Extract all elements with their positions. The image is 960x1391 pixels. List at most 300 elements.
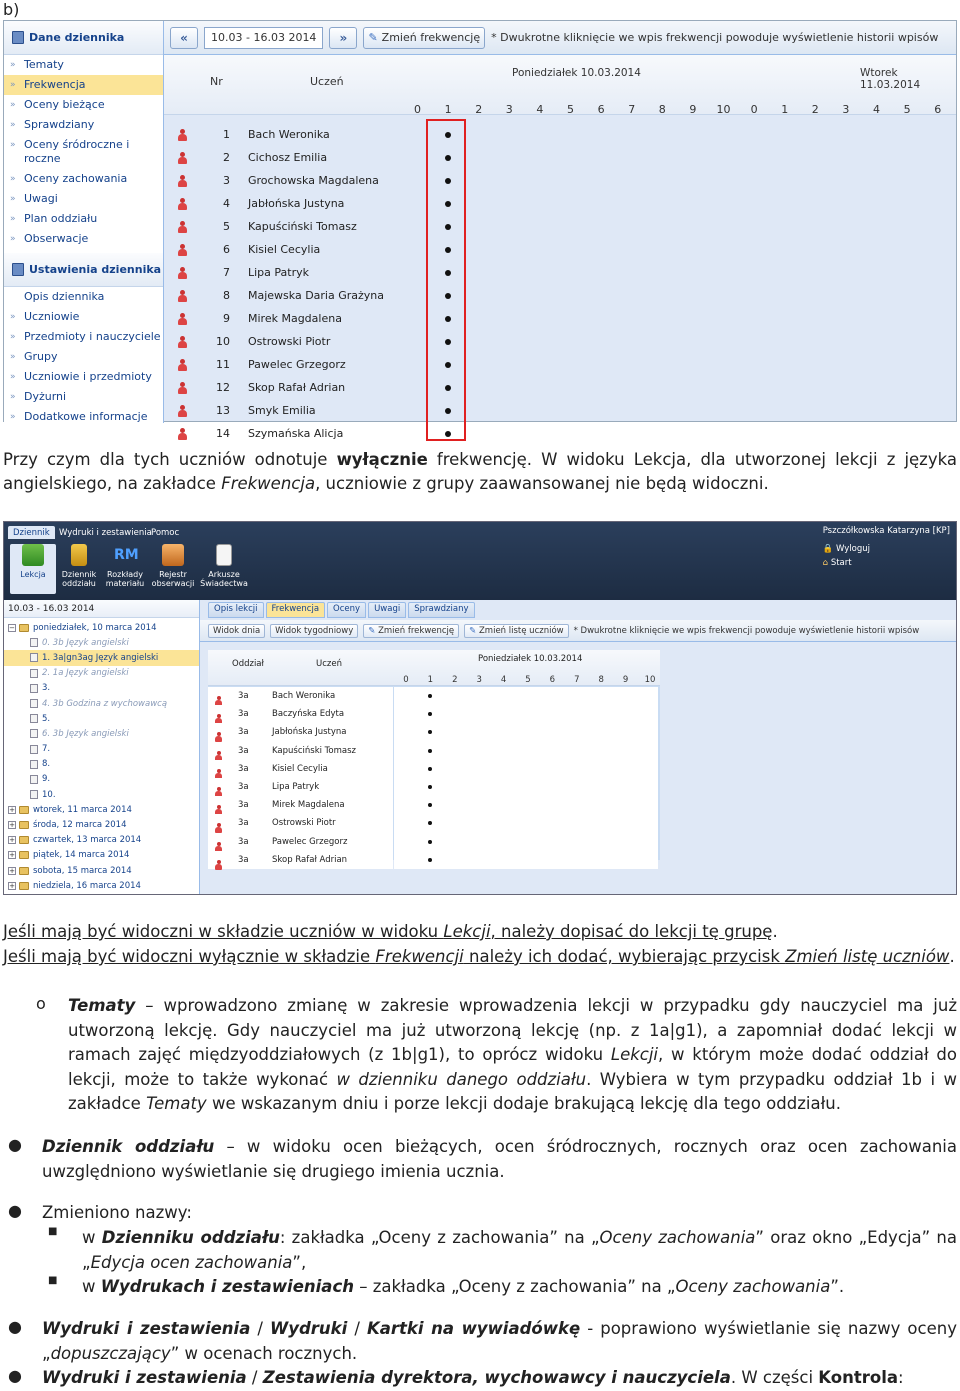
hour-label: 1 (444, 103, 452, 116)
tree-node[interactable] (4, 696, 199, 711)
chevron-icon: » (10, 392, 16, 402)
day-label: Poniedziałek 10.03.2014 (478, 654, 583, 664)
tree-node[interactable] (4, 711, 199, 726)
sidebar-item[interactable] (4, 115, 163, 135)
lesson-icon (30, 760, 38, 769)
table-row[interactable] (208, 851, 393, 869)
avatar-icon (177, 313, 188, 325)
student-name: Bach Weronika (272, 691, 336, 702)
student-name: Lipa Patryk (248, 266, 309, 279)
attendance-screenshot (3, 20, 957, 440)
expand-icon[interactable]: + (9, 881, 15, 890)
lesson-tab[interactable]: Oceny (327, 602, 366, 618)
user-name: Pszczółkowska Katarzyna [KP] (822, 526, 950, 536)
student-name: Pawelec Grzegorz (248, 358, 346, 371)
hour-label: 2 (452, 675, 458, 685)
attendance-cell[interactable] (394, 723, 658, 741)
settings-item[interactable] (4, 407, 163, 427)
tree-date-range: 10.03 - 16.03 2014 (4, 600, 199, 618)
tree-node[interactable] (4, 802, 199, 817)
tree-node[interactable] (4, 772, 199, 787)
ribbon-tab[interactable]: Pomoc (151, 527, 180, 538)
lesson-screenshot (3, 521, 957, 895)
student-name: Kisiel Cecylia (272, 763, 328, 774)
hour-label: 0 (750, 103, 758, 116)
tree-node-label: 10. (42, 789, 56, 800)
week-view-button[interactable]: Widok tygodniowy (270, 624, 358, 638)
settings-item-label: Opis dziennika (24, 290, 105, 303)
expand-icon[interactable]: + (9, 851, 15, 860)
settings-title: Ustawienia dziennika (29, 263, 162, 276)
bullet-marker: ● (8, 1135, 22, 1154)
student-icon (176, 359, 188, 371)
chevron-icon: » (10, 234, 16, 244)
class-cell: 3a (238, 782, 249, 793)
folder-icon (19, 624, 29, 632)
avatar-icon (177, 267, 188, 279)
sidebar-item[interactable] (4, 229, 163, 249)
tree-node-label: 7. (42, 744, 51, 755)
collapse-icon[interactable]: − (9, 623, 15, 632)
pencil-icon: ✎ (469, 625, 479, 636)
lesson-main (200, 600, 956, 894)
hour-label: 5 (903, 103, 911, 116)
student-icon (176, 290, 188, 302)
tree-node-label: wtorek, 11 marca 2014 (33, 804, 132, 815)
attendance-cell[interactable] (394, 760, 658, 778)
avatar-icon (177, 428, 188, 440)
tree-node-label: niedziela, 16 marca 2014 (33, 880, 141, 891)
home-icon: ⌂ (822, 558, 829, 568)
sub-item-tematy: Tematy – wprowadzono zmianę w zakresie wprowadzenia lekcji w przypadku gdy nauczyciel ma już utworzoną lekcję. Gdy nauczyciel ma już utworzoną lekcję (np. z 1a|g1), a zapomniał dodać lekcji w ramach zajęć międzyoddziałowych (z 1b|g1), to oprócz widoku Lekcji, w którym może dodać oddział do lekcji, może to także wykonać w dzienniku danego oddziału. Wybiera w tym przypadku oddział 1b i w zakładce Tematy we wskazanym dniu i porze lekcji dodaje brakującą lekcję dla tego oddziału. (68, 996, 957, 1113)
table-row[interactable] (164, 238, 400, 261)
class-cell: 3a (238, 800, 249, 811)
sidebar-item[interactable] (4, 169, 163, 189)
table-row[interactable] (164, 169, 400, 192)
tree-node[interactable] (4, 787, 199, 802)
chevron-icon: » (10, 100, 16, 110)
student-icon (176, 198, 188, 210)
sidebar-item-label: Uwagi (24, 192, 58, 205)
hour-label: 10 (716, 103, 731, 116)
row-number: 5 (223, 220, 230, 233)
student-name: Skop Rafał Adrian (272, 854, 348, 865)
row-number: 9 (223, 312, 230, 325)
lesson-icon (30, 775, 38, 784)
avatar-icon (177, 175, 188, 187)
student-name: Grochowska Magdalena (248, 174, 379, 187)
table-row[interactable] (164, 215, 400, 238)
sidebar-item-label: Plan oddziału (24, 212, 98, 225)
folder-icon (19, 882, 29, 890)
tree-node-label: środa, 12 marca 2014 (33, 820, 127, 831)
student-name: Ostrowski Piotr (248, 335, 331, 348)
attendance-cell[interactable] (394, 687, 658, 705)
table-row[interactable] (164, 376, 400, 399)
tree-node[interactable] (4, 848, 199, 863)
lesson-icon (22, 544, 44, 566)
col-class: Oddział (232, 659, 264, 669)
change-attendance-button[interactable]: ✎ Zmień frekwencję (363, 27, 485, 49)
hour-label: 9 (622, 675, 629, 685)
ribbon-tab[interactable]: Wydruki i zestawienia (59, 527, 152, 538)
table-row[interactable] (208, 760, 393, 778)
avatar-icon (177, 336, 188, 348)
student-name: Kapuściński Tomasz (272, 745, 357, 756)
table-row[interactable] (208, 687, 393, 705)
journal-icon (12, 31, 24, 44)
sidebar-item[interactable] (4, 135, 163, 169)
table-row[interactable] (208, 723, 393, 741)
avatar-icon (177, 129, 188, 141)
student-icon (176, 405, 188, 417)
certificate-icon (216, 544, 232, 566)
day1-label: Poniedziałek 10.03.2014 (512, 67, 641, 79)
folder-icon (19, 836, 29, 844)
folder-icon (19, 821, 29, 829)
tree-node[interactable] (4, 817, 199, 832)
change-student-list-button[interactable]: ✎ Zmień listę uczniów (464, 624, 568, 638)
settings-item[interactable] (4, 347, 163, 367)
row-number: 3 (223, 174, 230, 187)
table-row[interactable] (164, 422, 400, 445)
expand-icon[interactable]: + (9, 836, 15, 845)
hour-label: 5 (525, 675, 531, 685)
sidebar-item-label: Sprawdziany (24, 118, 95, 131)
avatar-icon (177, 359, 188, 371)
tree-node[interactable] (4, 757, 199, 772)
observation-icon (162, 544, 184, 566)
avatar-icon (177, 221, 188, 233)
lock-icon: 🔒 (822, 544, 834, 554)
expand-icon[interactable]: + (9, 805, 15, 814)
class-cell: 3a (238, 818, 249, 829)
student-icon (176, 313, 188, 325)
tree-node-label: 1. 3a|gn3ag Język angielski (42, 652, 159, 663)
hour-label: 9 (689, 103, 697, 116)
tree-node[interactable] (4, 878, 199, 893)
hour-label: 3 (842, 103, 850, 116)
bullet-statements: Wydruki i zestawienia / Zestawienia dyrektora, wychowawcy i nauczyciela. W części Kontrola: (42, 1368, 904, 1387)
chevron-icon: » (10, 80, 16, 90)
hour-label: 3 (476, 675, 482, 685)
sidebar-item[interactable] (4, 75, 163, 95)
table-row[interactable] (164, 330, 400, 353)
settings-item-label: Grupy (24, 350, 58, 363)
tree-node-label: sobota, 15 marca 2014 (33, 865, 132, 876)
avatar-icon (177, 152, 188, 164)
student-icon (176, 152, 188, 164)
table-row[interactable] (164, 399, 400, 422)
tree-node-label: 3. (42, 683, 51, 694)
ribbon-tab[interactable]: Dziennik (8, 526, 55, 539)
settings-header (4, 253, 163, 287)
ribbon-certificates-button[interactable]: Arkusze Świadectwa (200, 544, 248, 588)
student-name: Ostrowski Piotr (272, 818, 336, 829)
attendance-cell[interactable] (394, 851, 658, 869)
book-icon (71, 544, 87, 566)
hour-label: 4 (873, 103, 880, 116)
class-cell: 3a (238, 709, 249, 720)
hour-label: 0 (403, 675, 409, 685)
table-row[interactable] (164, 307, 400, 330)
tree-node-label: czwartek, 13 marca 2014 (33, 835, 142, 846)
ribbon-material-plan-button[interactable]: RM Rozkłady materiału (102, 544, 148, 588)
settings-item-label: Uczniowie i przedmioty (24, 370, 152, 383)
table-row[interactable] (208, 814, 393, 832)
table-row[interactable] (164, 146, 400, 169)
student-name: Lipa Patryk (272, 782, 320, 793)
toolbar (164, 21, 956, 55)
sidebar-item-label: Tematy (24, 58, 64, 71)
table-row[interactable] (208, 742, 393, 760)
settings-item[interactable] (4, 307, 163, 327)
settings-item[interactable] (4, 327, 163, 347)
student-icon (176, 428, 188, 440)
attendance-cell[interactable] (394, 778, 658, 796)
sidebar-item-label: Oceny bieżące (24, 98, 105, 111)
hour-label: 7 (628, 103, 636, 116)
ribbon-lesson-button[interactable]: Lekcja (10, 544, 56, 594)
lesson-tab[interactable]: Uwagi (368, 602, 406, 618)
lesson-icon (30, 729, 38, 738)
rename-item-1: w Dzienniku oddziału: zakładka „Oceny z zachowania” na „Oceny zachowania” oraz okno „Edycja” na „Edycja ocen zachowania”, (82, 1228, 957, 1272)
hour-label: 10 (644, 675, 656, 685)
hour-label: 6 (549, 675, 556, 685)
table-row[interactable] (164, 123, 400, 146)
bullet-printouts: Wydruki i zestawienia / Wydruki / Kartki na wywiadówkę - poprawiono wyświetlanie się nazwy oceny „dopuszczający” w ocenach rocznych. (42, 1319, 957, 1363)
sidebar-item-label: Oceny zachowania (24, 172, 128, 185)
class-cell: 3a (238, 691, 249, 702)
chevron-icon: » (10, 412, 16, 422)
ribbon-class-journal-button[interactable]: Dziennik oddziału (56, 544, 102, 588)
user-area (823, 526, 950, 568)
chevron-icon: » (10, 214, 16, 224)
attendance-grid (164, 55, 956, 440)
pencil-icon: ✎ (368, 31, 378, 44)
sidebar-item[interactable] (4, 189, 163, 209)
settings-item[interactable] (4, 387, 163, 407)
tree-node[interactable] (4, 620, 199, 635)
folder-icon (19, 867, 29, 875)
tree-node[interactable] (4, 635, 199, 650)
hour-label: 8 (598, 675, 604, 685)
student-name: Szymańska Alicja (248, 427, 344, 440)
settings-item[interactable] (4, 287, 163, 307)
lesson-toolbar (200, 620, 956, 642)
hour-label: 0 (414, 103, 421, 116)
line-1: Jeśli mają być widoczni w składzie uczniów w widoku Lekcji, należy dopisać do lekcji tę grupę. (3, 922, 778, 941)
student-icon (176, 382, 188, 394)
grid-header-students (164, 55, 400, 115)
lesson-attendance-grid (208, 650, 660, 865)
lesson-icon (30, 669, 38, 678)
row-number: 1 (223, 128, 230, 141)
hour-label: 4 (500, 675, 507, 685)
settings-item[interactable] (4, 367, 163, 387)
sub-item-marker: o (36, 994, 46, 1013)
tree-node[interactable] (4, 726, 199, 741)
table-row[interactable] (164, 353, 400, 376)
tree-node[interactable] (4, 863, 199, 878)
chevron-icon: » (10, 372, 16, 382)
next-week-button[interactable]: » (329, 27, 357, 49)
row-number: 8 (223, 289, 230, 302)
tree-node-label: poniedziałek, 10 marca 2014 (33, 622, 157, 633)
lesson-icon (30, 699, 38, 708)
bullet-marker: ● (8, 1366, 22, 1385)
folder-icon (19, 851, 29, 859)
hour-label: 7 (574, 675, 580, 685)
lesson-icon (30, 745, 38, 754)
chevron-icon: » (10, 60, 16, 70)
sidebar-item[interactable] (4, 55, 163, 75)
student-name: Jabłońska Justyna (248, 197, 345, 210)
tree-node-label: 2. 1a Język angielski (42, 668, 129, 679)
figure-label: b) (3, 0, 20, 19)
tree-node-label: 4. 3b Godzina z wychowawcą (42, 698, 168, 709)
toolbar-hint: * Dwukrotne kliknięcie we wpis frekwencji powoduje wyświetlenie historii wpisów (491, 31, 939, 44)
folder-icon (19, 806, 29, 814)
tree-node-label: piątek, 14 marca 2014 (33, 850, 130, 861)
bullet-renamed: Zmieniono nazwy: (42, 1203, 192, 1222)
class-cell: 3a (238, 745, 249, 756)
hour-label: 3 (505, 103, 513, 116)
row-number: 13 (216, 404, 230, 417)
sidebar (4, 21, 164, 423)
chevron-icon: » (10, 120, 16, 130)
tree-node[interactable] (4, 681, 199, 696)
student-name: Majewska Daria Grażyna (248, 289, 385, 302)
hour-label: 5 (567, 103, 574, 116)
row-number: 14 (216, 427, 230, 440)
attendance-cell[interactable] (394, 833, 658, 851)
avatar-icon (177, 290, 188, 302)
student-icon (176, 221, 188, 233)
ribbon-observation-button[interactable]: Rejestr obserwacji (150, 544, 196, 588)
student-name: Mirek Magdalena (248, 312, 342, 325)
settings-item-label: Uczniowie (24, 310, 80, 323)
bullet-marker: ● (8, 1317, 22, 1336)
lesson-icon (30, 653, 38, 662)
attendance-cell[interactable] (394, 705, 658, 723)
hour-label: 2 (475, 103, 483, 116)
class-cell: 3a (238, 727, 249, 738)
pencil-icon: ✎ (368, 625, 379, 636)
attendance-cell[interactable] (394, 796, 658, 814)
student-name: Pawelec Grzegorz (272, 836, 348, 847)
sidebar-item[interactable] (4, 95, 163, 115)
rm-icon: RM (114, 547, 139, 563)
table-row[interactable] (208, 778, 393, 796)
hour-label: 1 (427, 675, 434, 685)
student-icon (176, 244, 188, 256)
square-marker: ■ (48, 1275, 58, 1286)
bullet-class-journal: Dziennik oddziału – w widoku ocen bieżących, ocen śródrocznych, rocznych oraz ocen zachowania uwzględniono wyświetlanie się drugiego imienia ucznia. (42, 1137, 957, 1181)
tree-node-label: 0. 3b Język angielski (42, 637, 129, 648)
date-range: 10.03 - 16.03 2014 (204, 27, 323, 49)
settings-item-label: Dodatkowe informacje (24, 410, 148, 423)
tree-node[interactable] (4, 742, 199, 757)
tree-node[interactable] (4, 833, 199, 848)
tree-node-label: 6. 3b Język angielski (42, 728, 129, 739)
table-row[interactable] (208, 833, 393, 851)
sidebar-item[interactable] (4, 209, 163, 229)
col-student: Uczeń (316, 659, 342, 669)
sidebar-header (4, 21, 163, 55)
prev-week-button[interactable]: « (170, 27, 198, 49)
row-number: 12 (216, 381, 230, 394)
lesson-icon (30, 638, 38, 647)
lesson-tree-panel (4, 600, 200, 894)
student-name: Skop Rafał Adrian (248, 381, 346, 394)
student-name: Bach Weronika (248, 128, 330, 141)
logout-link[interactable]: 🔒 Wyloguj (822, 544, 870, 554)
lesson-tab[interactable]: Opis lekcji (208, 602, 264, 618)
table-row[interactable] (164, 261, 400, 284)
tree-node[interactable] (4, 666, 199, 681)
expand-icon[interactable]: + (9, 821, 15, 830)
class-cell: 3a (238, 854, 249, 865)
rename-item-2: w Wydrukach i zestawieniach – zakładka „Oceny z zachowania” na „Oceny zachowania”. (82, 1277, 845, 1296)
row-number: 7 (223, 266, 230, 279)
student-name: Kisiel Cecylia (248, 243, 321, 256)
hour-label: 6 (934, 103, 942, 116)
chevron-icon: » (10, 174, 16, 184)
start-link[interactable]: ⌂ Start (822, 558, 852, 568)
table-row[interactable] (208, 705, 393, 723)
class-cell: 3a (238, 836, 249, 847)
col-student: Uczeń (310, 75, 344, 88)
table-row[interactable] (208, 796, 393, 814)
table-row[interactable] (164, 284, 400, 307)
avatar-icon (177, 382, 188, 394)
settings-item-label: Dyżurni (24, 390, 67, 403)
avatar-icon (177, 198, 188, 210)
class-cell: 3a (238, 763, 249, 774)
student-name: Mirek Magdalena (272, 800, 345, 811)
line-2: Jeśli mają być widoczni wyłącznie w składzie Frekwencji należy ich dodać, wybierając przycisk Zmień listę uczniów. (3, 947, 955, 966)
change-attendance-button[interactable]: ✎ Zmień frekwencję (363, 624, 459, 638)
student-name: Cichosz Emilia (248, 151, 328, 164)
lesson-tab[interactable]: Sprawdziany (408, 602, 474, 618)
row-number: 10 (216, 335, 230, 348)
row-number: 6 (223, 243, 230, 256)
hour-label: 2 (811, 103, 819, 116)
lesson-icon (30, 790, 38, 799)
avatar-icon (177, 405, 188, 417)
chevron-icon: » (10, 194, 16, 204)
attendance-cell[interactable] (394, 742, 658, 760)
sidebar-item-label: Obserwacje (24, 232, 89, 245)
expand-icon[interactable]: + (9, 866, 15, 875)
lesson-tab[interactable]: Frekwencja (266, 602, 326, 618)
day-view-button[interactable]: Widok dnia (208, 624, 265, 638)
day2-label: Wtorek 11.03.2014 (860, 67, 921, 91)
hour-label: 1 (781, 103, 789, 116)
attendance-cell[interactable] (394, 814, 658, 832)
chevron-icon: » (10, 312, 16, 322)
tree-node[interactable] (4, 650, 199, 665)
paragraph-1: Przy czym dla tych uczniów odnotuje wyłącznie frekwencję. W widoku Lekcja, dla utworzonej lekcji z języka angielskiego, na zakładce Frekwencja, uczniowie z grupy zaawansowanej nie będą widoczni. (3, 450, 957, 493)
bullet-marker: ● (8, 1201, 22, 1220)
student-icon (176, 175, 188, 187)
tree-node-label: 9. (42, 774, 51, 785)
chevron-icon: » (10, 352, 16, 362)
tree-node-label: 8. (42, 759, 51, 770)
table-row[interactable] (164, 192, 400, 215)
row-number: 11 (216, 358, 230, 371)
